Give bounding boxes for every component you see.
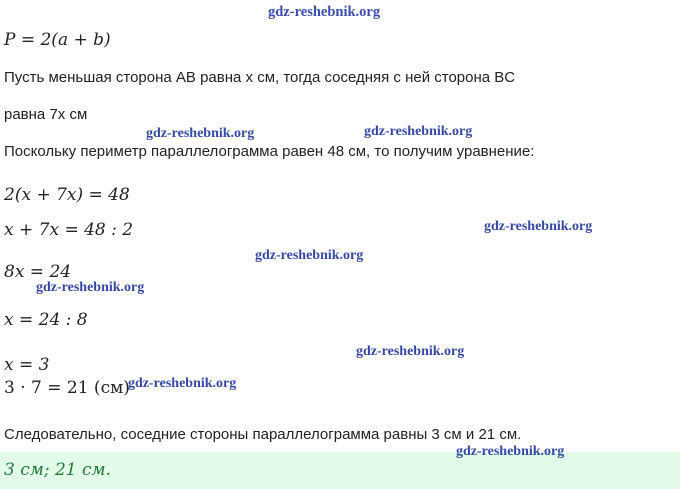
equation-5: [4, 355, 49, 376]
equation-1-text: 2(x + 7x) = 48: [4, 185, 130, 205]
equation-2-text: x + 7x = 48 : 2: [4, 220, 134, 240]
watermark: gdz-reshebnik.org: [484, 219, 593, 234]
watermark: gdz-reshebnik.org: [36, 280, 145, 295]
statement-line-1: [4, 68, 515, 88]
watermark: gdz-reshebnik.org: [364, 124, 473, 139]
formula-perimeter: [4, 30, 111, 50]
watermark: gdz-reshebnik.org: [456, 444, 565, 459]
equation-4-text: x = 24 : 8: [4, 310, 88, 330]
equation-3-text: 8x = 24: [4, 262, 72, 282]
statement-line-3-text: Поскольку периметр параллелограмма равен 48 см, то получим уравнение:: [4, 143, 535, 160]
statement-line-2: [4, 105, 87, 125]
equation-1: [4, 185, 130, 206]
statement-line-2-text: равна 7x см: [4, 106, 88, 123]
watermark: gdz-reshebnik.org: [255, 248, 364, 263]
equation-6: [4, 378, 130, 399]
formula-perimeter-text: P = 2(a + b): [4, 30, 111, 50]
conclusion-text: Следовательно, соседние стороны параллелограмма равны 3 см и 21 см.: [4, 426, 522, 443]
statement-line-1-text: Пусть меньшая сторона AB равна x см, тогда соседняя с ней сторона BC: [4, 69, 516, 86]
equation-4: [4, 310, 88, 331]
watermark: gdz-reshebnik.org: [356, 344, 465, 359]
equation-6-text: 3 · 7 = 21 (см): [4, 378, 130, 398]
watermark: gdz-reshebnik.org: [146, 126, 255, 141]
watermark: gdz-reshebnik.org: [268, 4, 381, 20]
equation-5-text: x = 3: [4, 355, 50, 375]
statement-line-3: [4, 142, 534, 162]
watermark: gdz-reshebnik.org: [128, 376, 237, 391]
conclusion-line: [4, 425, 521, 445]
equation-2: [4, 220, 133, 241]
answer-text: 3 см; 21 см.: [4, 460, 112, 480]
